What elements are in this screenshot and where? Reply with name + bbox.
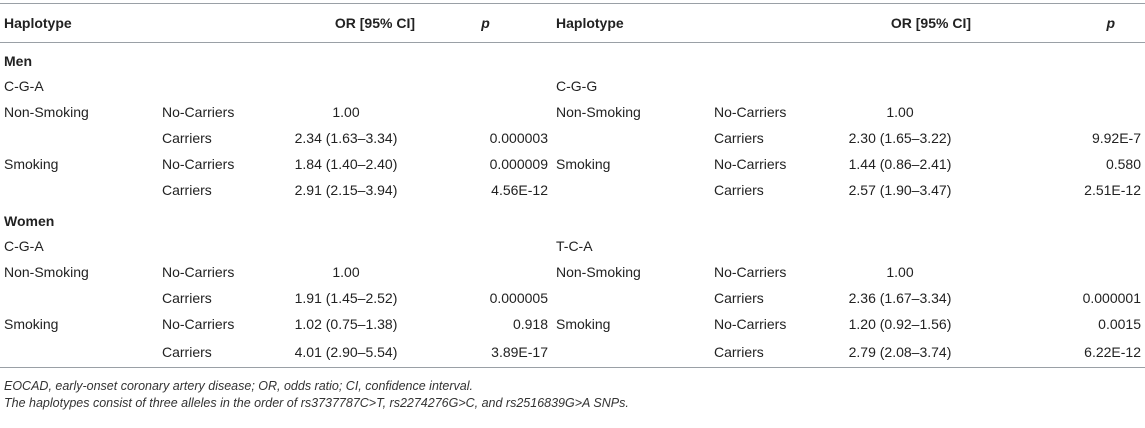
table-row [0, 311, 1145, 337]
or-cell: 1.91 (1.45–2.52) [294, 290, 398, 306]
or-cell: 1.20 (0.92–1.56) [848, 316, 952, 332]
haplotype-left: C-G-A [4, 238, 44, 254]
haplotype-row [0, 73, 1145, 99]
group-cell [0, 177, 158, 203]
or-cell: 2.79 (2.08–3.74) [825, 337, 975, 368]
haplotype-right: T-C-A [556, 238, 593, 254]
or-cell: 1.00 [332, 104, 360, 120]
group-cell [0, 125, 158, 151]
p-cell: 0.918 [512, 316, 548, 332]
p-cell [419, 259, 552, 285]
p-cell: 0.580 [1105, 156, 1141, 172]
group-cell: Non-Smoking [556, 104, 641, 120]
haplotype-right: C-G-G [556, 78, 598, 94]
status-cell: Carriers [158, 337, 273, 368]
p-cell: 2.51E-12 [1084, 182, 1141, 198]
status-cell: No-Carriers [714, 264, 787, 280]
or-cell: 1.00 [886, 104, 914, 120]
p-cell: 0.0015 [1098, 316, 1141, 332]
group-cell: Non-Smoking [4, 104, 89, 120]
status-cell: Carriers [162, 182, 212, 198]
header-haplotype-right: Haplotype [552, 4, 825, 43]
footnote-haplotypes: The haplotypes consist of three alleles in the order of rs3737787C>T, rs2274276G>C, and rs2516839G>A SNPs. [4, 396, 629, 410]
or-cell: 2.34 (1.63–3.34) [294, 130, 398, 146]
haplotype-row [0, 233, 1145, 259]
or-cell: 1.00 [332, 264, 360, 280]
table-row [0, 177, 1145, 203]
table-row [0, 151, 1145, 177]
section-row-women [0, 203, 1145, 233]
group-cell: Non-Smoking [556, 264, 641, 280]
p-cell: 0.000005 [489, 290, 548, 306]
status-cell: Carriers [714, 130, 764, 146]
group-cell [552, 285, 710, 311]
p-cell: 4.56E-12 [491, 182, 548, 198]
p-cell: 3.89E-17 [419, 337, 552, 368]
group-cell: Smoking [556, 316, 611, 332]
p-cell: 0.000009 [489, 156, 548, 172]
status-cell: No-Carriers [714, 316, 787, 332]
or-cell: 4.01 (2.90–5.54) [273, 337, 419, 368]
header-or-left: OR [95% CI] [273, 4, 419, 43]
header-or-right: OR [95% CI] [825, 4, 975, 43]
table-row [0, 285, 1145, 311]
or-cell: 1.02 (0.75–1.38) [294, 316, 398, 332]
table-footnotes [4, 378, 629, 412]
p-cell: 0.000001 [1082, 290, 1141, 306]
haplotype-left: C-G-A [4, 78, 44, 94]
p-cell: 0.000003 [489, 130, 548, 146]
group-cell [0, 285, 158, 311]
header-p-left: p [419, 4, 552, 43]
or-cell: 1.44 (0.86–2.41) [848, 156, 952, 172]
group-cell: Smoking [4, 316, 59, 332]
group-cell: Smoking [556, 156, 611, 172]
status-cell: Carriers [714, 290, 764, 306]
or-cell: 2.57 (1.90–3.47) [848, 182, 952, 198]
table-row [0, 125, 1145, 151]
status-cell: No-Carriers [162, 316, 235, 332]
or-cell: 2.36 (1.67–3.34) [848, 290, 952, 306]
section-row-men [0, 43, 1145, 74]
group-cell [0, 337, 158, 368]
p-cell [975, 259, 1145, 285]
or-cell: 1.00 [886, 264, 914, 280]
group-cell: Smoking [4, 156, 59, 172]
p-cell: 6.22E-12 [975, 337, 1145, 368]
section-label-women: Women [4, 213, 55, 229]
status-cell: Carriers [714, 182, 764, 198]
table-row [0, 99, 1145, 125]
status-cell: No-Carriers [714, 156, 787, 172]
group-cell [552, 177, 710, 203]
table-row [0, 259, 1145, 285]
or-cell: 2.30 (1.65–3.22) [848, 130, 952, 146]
group-cell [552, 337, 710, 368]
table-row [0, 337, 1145, 368]
p-cell [419, 99, 552, 125]
status-cell: Carriers [162, 130, 212, 146]
status-cell: Carriers [710, 337, 825, 368]
status-cell: No-Carriers [714, 104, 787, 120]
status-cell: Carriers [162, 290, 212, 306]
group-cell: Non-Smoking [4, 264, 89, 280]
status-cell: No-Carriers [162, 156, 235, 172]
group-cell [552, 125, 710, 151]
header-p-right: p [975, 4, 1145, 43]
section-label-men: Men [4, 53, 32, 69]
header-row [0, 4, 1145, 43]
p-cell [975, 99, 1145, 125]
header-haplotype-left: Haplotype [0, 4, 273, 43]
status-cell: No-Carriers [162, 104, 235, 120]
status-cell: No-Carriers [162, 264, 235, 280]
haplotype-table [0, 3, 1145, 368]
or-cell: 1.84 (1.40–2.40) [294, 156, 398, 172]
footnote-abbreviations: EOCAD, early-onset coronary artery disease; OR, odds ratio; CI, confidence interval. [4, 379, 473, 393]
p-cell: 9.92E-7 [1091, 130, 1141, 146]
or-cell: 2.91 (2.15–3.94) [294, 182, 398, 198]
